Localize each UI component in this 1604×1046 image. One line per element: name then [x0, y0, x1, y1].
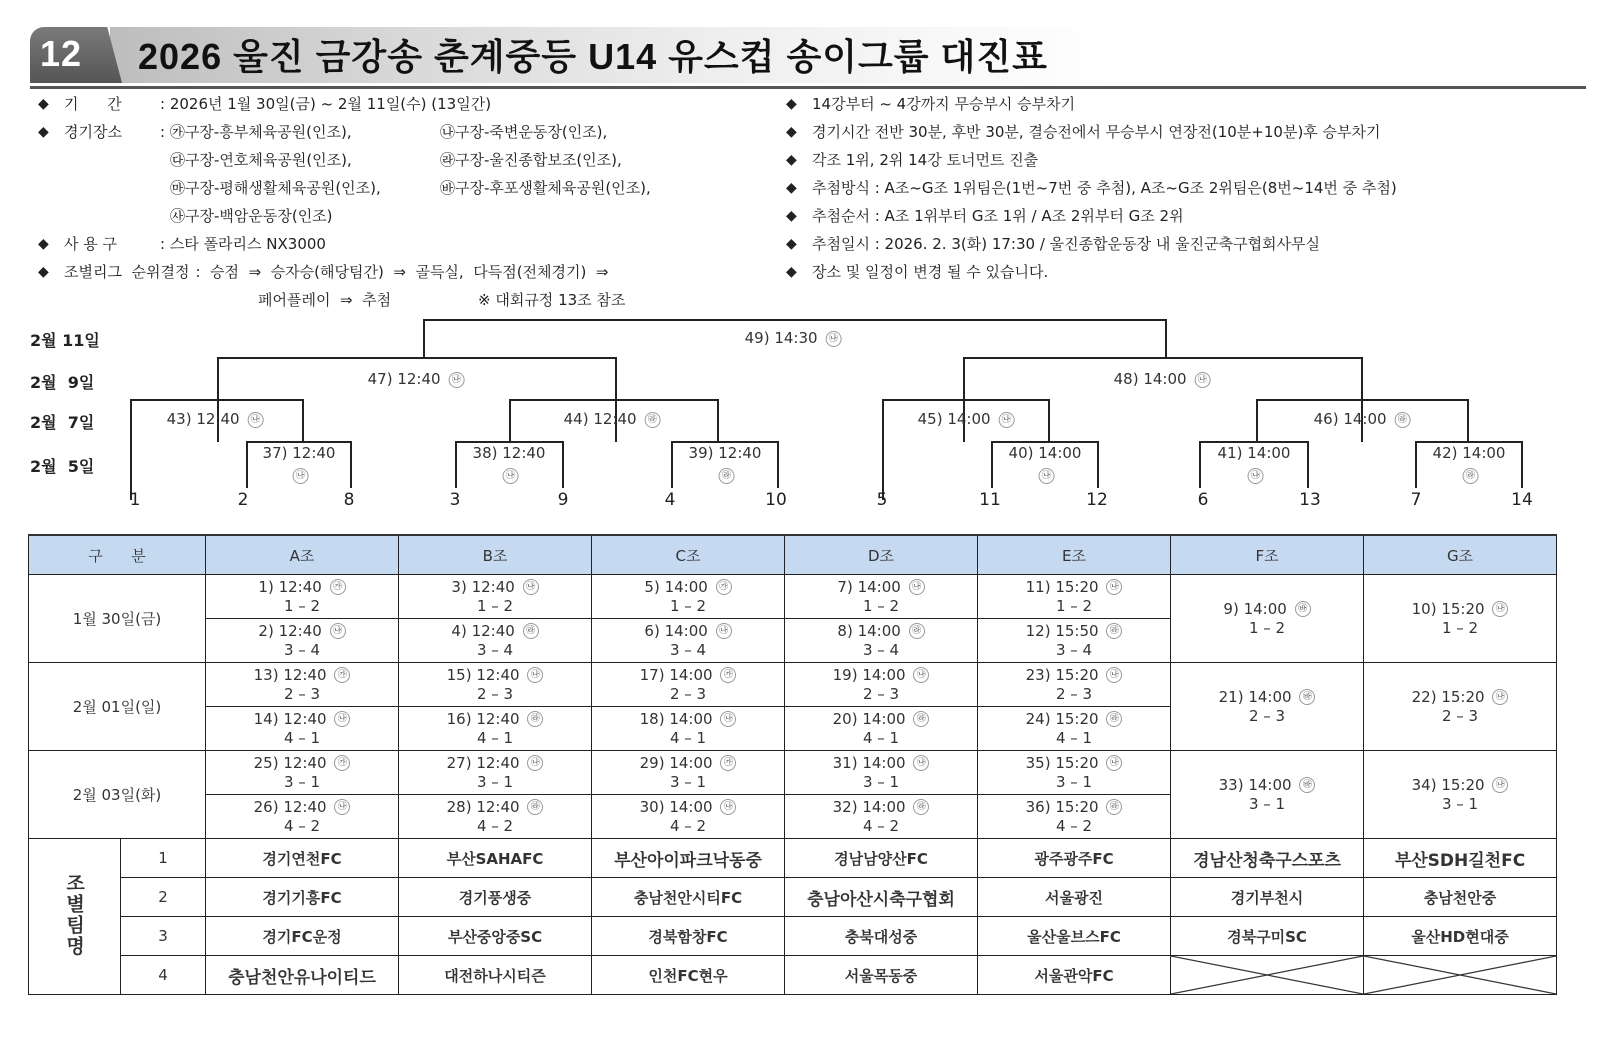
seed-slot: 4 [664, 490, 676, 510]
diamond-bullet-icon: ◆ [38, 264, 49, 280]
match-pairing: 4 – 2 [283, 816, 321, 835]
bracket-date-quarters: 2월 7일 [30, 413, 95, 432]
seed-slot: 7 [1410, 490, 1422, 510]
empty-slot [1364, 956, 1557, 995]
group-match-cell [399, 751, 592, 795]
venue-marker-icon: ㉯ [448, 372, 464, 388]
match-47: 47) 12:40 ㉯ [368, 370, 465, 388]
match-time: 12) 15:50 ㉱ [1026, 622, 1123, 640]
venue-3: ㉰구장-연호체육공원(인조), [170, 151, 352, 169]
diamond-bullet-icon: ◆ [786, 208, 797, 224]
match-49: 49) 14:30 ㉯ [745, 329, 842, 347]
venue-marker-icon: ㉯ [720, 711, 736, 727]
match-date: 1월 30일(금) [29, 575, 206, 663]
match-pairing: 3 – 1 [862, 772, 900, 791]
header-group-a: A조 [206, 535, 399, 575]
match-39: 39) 12:40 ㉱ [689, 442, 762, 486]
match-time: 31) 14:00 ㉯ [833, 754, 930, 772]
cross-out-icon [1364, 956, 1556, 994]
group-match-cell [206, 663, 399, 707]
diamond-bullet-icon: ◆ [38, 124, 49, 140]
match-time: 2) 12:40 ㉯ [258, 622, 345, 640]
ranking-note: ※ 대회규정 13조 참조 [478, 291, 626, 309]
match-pairing: 2 – 3 [1248, 706, 1286, 725]
title-divider [30, 86, 1586, 89]
venue-marker-icon: ㉳ [1299, 777, 1315, 793]
group-match-cell [785, 751, 978, 795]
match-46: 46) 14:00 ㉱ [1314, 410, 1411, 428]
match-time: 10) 15:20 ㉯ [1412, 600, 1509, 618]
venue-marker-icon: ㉱ [523, 623, 539, 639]
match-time: 14) 12:40 ㉯ [254, 710, 351, 728]
team-name: 충남천안중 [1364, 878, 1557, 917]
schedule-row [29, 575, 1557, 619]
group-match-cell [1171, 663, 1364, 751]
match-pairing: 4 – 2 [1055, 816, 1093, 835]
match-time: 20) 14:00 ㉱ [833, 710, 930, 728]
venue-marker-icon: ㉱ [1463, 468, 1479, 484]
match-time: 16) 12:40 ㉱ [447, 710, 544, 728]
title-banner [30, 27, 1590, 83]
team-rank: 1 [121, 839, 206, 878]
match-pairing: 4 – 2 [669, 816, 707, 835]
match-pairing: 4 – 1 [669, 728, 707, 747]
ranking-label: 조별리그 순위결정 [64, 263, 190, 281]
diamond-bullet-icon: ◆ [38, 96, 49, 112]
seed-slot: 13 [1299, 490, 1321, 510]
group-match-cell [592, 619, 785, 663]
match-pairing: 4 – 2 [862, 816, 900, 835]
team-name: 서울관악FC [978, 956, 1171, 995]
venue-marker-icon: ㉯ [503, 468, 519, 484]
team-name: 경기기흥FC [206, 878, 399, 917]
venue-marker-icon: ㉮ [716, 579, 732, 595]
venue-marker-icon: ㉮ [330, 579, 346, 595]
match-time: 26) 12:40 ㉯ [254, 798, 351, 816]
team-name: 인천FC현우 [592, 956, 785, 995]
team-row [29, 917, 1557, 956]
match-pairing: 2 – 3 [1441, 706, 1479, 725]
match-time: 5) 14:00 ㉮ [644, 578, 731, 596]
match-time: 29) 14:00 ㉮ [640, 754, 737, 772]
match-48: 48) 14:00 ㉯ [1114, 370, 1211, 388]
schedule-body [29, 575, 1557, 839]
page-title: 2026 울진 금강송 춘계중등 U14 유스컵 송이그룹 대진표 [138, 36, 1048, 77]
match-time: 22) 15:20 ㉯ [1412, 688, 1509, 706]
seed-slot: 2 [237, 490, 249, 510]
match-time: 21) 14:00 ㉳ [1219, 688, 1316, 706]
team-name: 서울광진 [978, 878, 1171, 917]
venue-marker-icon: ㉯ [825, 331, 841, 347]
match-time: 35) 15:20 ㉯ [1026, 754, 1123, 772]
group-match-cell [592, 663, 785, 707]
group-match-cell [1171, 751, 1364, 839]
match-pairing: 3 – 1 [669, 772, 707, 791]
seed-slot: 3 [449, 490, 461, 510]
match-pairing: 4 – 1 [283, 728, 321, 747]
venue-marker-icon: ㉯ [1492, 777, 1508, 793]
match-time: 18) 14:00 ㉯ [640, 710, 737, 728]
seed-slot: 9 [557, 490, 569, 510]
team-name: 부산SDH길천FC [1364, 839, 1557, 878]
team-rank: 4 [121, 956, 206, 995]
group-schedule-table [28, 534, 1557, 995]
seed-slot: 5 [876, 490, 888, 510]
group-match-cell [206, 751, 399, 795]
venue-marker-icon: ㉯ [1492, 601, 1508, 617]
group-match-cell [978, 663, 1171, 707]
bracket-date-semis: 2월 9일 [30, 373, 95, 392]
group-match-cell [1364, 575, 1557, 663]
team-name: 부산중앙중SC [399, 917, 592, 956]
match-time: 17) 14:00 ㉮ [640, 666, 737, 684]
match-pairing: 3 – 1 [1248, 794, 1286, 813]
match-time: 9) 14:00 ㉳ [1223, 600, 1310, 618]
team-name: 울산HD현대중 [1364, 917, 1557, 956]
header-group-b: B조 [399, 535, 592, 575]
diamond-bullet-icon: ◆ [786, 180, 797, 196]
match-time: 6) 14:00 ㉯ [644, 622, 731, 640]
venue-marker-icon: ㉯ [334, 711, 350, 727]
match-time: 13) 12:40 ㉮ [254, 666, 351, 684]
group-match-cell [206, 795, 399, 839]
group-match-cell [978, 575, 1171, 619]
diamond-bullet-icon: ◆ [786, 124, 797, 140]
schedule-row [29, 751, 1557, 795]
group-match-cell [399, 575, 592, 619]
venue-1: : ㉮구장-흥부체육공원(인조), [160, 123, 352, 141]
diamond-bullet-icon: ◆ [38, 236, 49, 252]
venue-marker-icon: ㉯ [1492, 689, 1508, 705]
venue-marker-icon: ㉮ [334, 667, 350, 683]
match-pairing: 3 – 1 [1441, 794, 1479, 813]
diamond-bullet-icon: ◆ [786, 96, 797, 112]
group-match-cell [785, 663, 978, 707]
team-name: 경기FC운정 [206, 917, 399, 956]
seed-slot: 10 [765, 490, 787, 510]
team-name: 경기풍생중 [399, 878, 592, 917]
rule-line-6: 추첨일시 : 2026. 2. 3(화) 17:30 / 울진종합운동장 내 울진군축구협회사무실 [812, 235, 1321, 253]
venue-4: ㉱구장-울진종합보조(인조), [440, 151, 622, 169]
seed-slot: 8 [343, 490, 355, 510]
match-pairing: 1 – 2 [476, 596, 514, 615]
venue-marker-icon: ㉯ [1106, 755, 1122, 771]
match-pairing: 3 – 1 [283, 772, 321, 791]
venue-marker-icon: ㉯ [913, 667, 929, 683]
group-match-cell [206, 619, 399, 663]
match-pairing: 4 – 2 [476, 816, 514, 835]
match-date: 2월 01일(일) [29, 663, 206, 751]
venue-marker-icon: ㉯ [1106, 579, 1122, 595]
team-name: 경북함창FC [592, 917, 785, 956]
match-pairing: 4 – 1 [476, 728, 514, 747]
match-pairing: 1 – 2 [1441, 618, 1479, 637]
team-name: 경남남양산FC [785, 839, 978, 878]
match-time: 32) 14:00 ㉱ [833, 798, 930, 816]
match-time: 33) 14:00 ㉳ [1219, 776, 1316, 794]
teams-section-label: 조별팀명 [29, 839, 121, 995]
venue-marker-icon: ㉯ [998, 412, 1014, 428]
team-name: 충남천안유나이티드 [206, 956, 399, 995]
seed-slot: 11 [979, 490, 1001, 510]
group-match-cell [1364, 663, 1557, 751]
diamond-bullet-icon: ◆ [786, 264, 797, 280]
venue-marker-icon: ㉯ [523, 579, 539, 595]
group-match-cell [978, 795, 1171, 839]
group-match-cell [592, 707, 785, 751]
group-match-cell [1171, 575, 1364, 663]
venue-marker-icon: ㉯ [716, 623, 732, 639]
ranking-value-2: 페어플레이 ⇒ 추첨 [258, 291, 392, 309]
team-name: 광주광주FC [978, 839, 1171, 878]
venue-marker-icon: ㉮ [720, 667, 736, 683]
header-category: 구 분 [29, 535, 206, 575]
team-name: 경기부천시 [1171, 878, 1364, 917]
match-37: 37) 12:40 ㉯ [263, 442, 336, 486]
match-pairing: 2 – 3 [283, 684, 321, 703]
team-name: 서울목동중 [785, 956, 978, 995]
match-pairing: 4 – 1 [862, 728, 900, 747]
page-number: 12 [40, 33, 83, 74]
venue-marker-icon: ㉳ [1295, 601, 1311, 617]
venue-marker-icon: ㉱ [527, 711, 543, 727]
venue-6: ㉳구장-후포생활체육공원(인조), [440, 179, 651, 197]
venue-marker-icon: ㉯ [293, 468, 309, 484]
venue-marker-icon: ㉯ [1248, 468, 1264, 484]
match-pairing: 1 – 2 [283, 596, 321, 615]
venue-marker-icon: ㉱ [909, 623, 925, 639]
group-match-cell [1364, 751, 1557, 839]
group-match-cell [592, 575, 785, 619]
match-time: 28) 12:40 ㉱ [447, 798, 544, 816]
match-pairing: 2 – 3 [862, 684, 900, 703]
match-40: 40) 14:00 ㉯ [1009, 442, 1082, 486]
match-pairing: 2 – 3 [476, 684, 514, 703]
venue-marker-icon: ㉯ [909, 579, 925, 595]
match-pairing: 3 – 4 [669, 640, 707, 659]
match-time: 8) 14:00 ㉱ [837, 622, 924, 640]
match-pairing: 2 – 3 [669, 684, 707, 703]
venue-7: ㉴구장-백암운동장(인조) [170, 207, 333, 225]
venue-marker-icon: ㉱ [1106, 711, 1122, 727]
rule-line-4: 추첨방식 : A조~G조 1위팀은(1번~7번 중 추첨), A조~G조 2위팀은(8번~14번 중 추첨) [812, 179, 1397, 197]
diamond-bullet-icon: ◆ [786, 236, 797, 252]
match-time: 15) 12:40 ㉯ [447, 666, 544, 684]
match-time: 3) 12:40 ㉯ [451, 578, 538, 596]
group-match-cell [785, 707, 978, 751]
header-group-g: G조 [1364, 535, 1557, 575]
match-pairing: 1 – 2 [1248, 618, 1286, 637]
team-rank: 2 [121, 878, 206, 917]
venue-marker-icon: ㉱ [1106, 623, 1122, 639]
header-group-e: E조 [978, 535, 1171, 575]
match-pairing: 1 – 2 [669, 596, 707, 615]
match-time: 24) 15:20 ㉱ [1026, 710, 1123, 728]
seed-slot: 1 [129, 490, 141, 510]
venue-marker-icon: ㉯ [913, 755, 929, 771]
team-name: 경북구미SC [1171, 917, 1364, 956]
group-match-cell [785, 619, 978, 663]
match-pairing: 3 – 4 [476, 640, 514, 659]
venue-marker-icon: ㉯ [334, 799, 350, 815]
match-date: 2월 03일(화) [29, 751, 206, 839]
team-name: 경남산청축구스포츠 [1171, 839, 1364, 878]
match-pairing: 3 – 1 [476, 772, 514, 791]
match-pairing: 1 – 2 [1055, 596, 1093, 615]
match-pairing: 3 – 4 [283, 640, 321, 659]
match-41: 41) 14:00 ㉯ [1218, 442, 1291, 486]
period-value: : 2026년 1월 30일(금) ~ 2월 11일(수) (13일간) [160, 95, 492, 113]
venue-marker-icon: ㉱ [1106, 799, 1122, 815]
match-pairing: 3 – 1 [1055, 772, 1093, 791]
venue-marker-icon: ㉱ [913, 799, 929, 815]
match-pairing: 3 – 4 [862, 640, 900, 659]
team-name: 대전하나시티즌 [399, 956, 592, 995]
match-time: 23) 15:20 ㉯ [1026, 666, 1123, 684]
header-group-f: F조 [1171, 535, 1364, 575]
venue-2: ㉯구장-죽변운동장(인조), [440, 123, 608, 141]
team-row [29, 956, 1557, 995]
team-row [29, 839, 1557, 878]
info-right [786, 90, 1397, 286]
venue-marker-icon: ㉱ [719, 468, 735, 484]
match-42: 42) 14:00 ㉱ [1433, 442, 1506, 486]
match-45: 45) 14:00 ㉯ [918, 410, 1015, 428]
match-time: 34) 15:20 ㉯ [1412, 776, 1509, 794]
seed-slot: 12 [1086, 490, 1108, 510]
seed-slot: 14 [1511, 490, 1533, 510]
venue-marker-icon: ㉮ [334, 755, 350, 771]
bracket-date-round14: 2월 5일 [30, 457, 95, 476]
tournament-bracket [0, 310, 1604, 525]
venue-label: 경기장소 [64, 123, 122, 141]
table-header-row [29, 535, 1557, 575]
group-match-cell [785, 795, 978, 839]
venue-marker-icon: ㉯ [330, 623, 346, 639]
match-43: 43) 12:40 ㉯ [167, 410, 264, 428]
venue-marker-icon: ㉯ [1106, 667, 1122, 683]
group-match-cell [785, 575, 978, 619]
ball-value: : 스타 폴라리스 NX3000 [160, 235, 326, 253]
match-time: 25) 12:40 ㉮ [254, 754, 351, 772]
team-name: 부산SAHAFC [399, 839, 592, 878]
team-name: 경기연천FC [206, 839, 399, 878]
info-left [38, 90, 651, 314]
header-group-c: C조 [592, 535, 785, 575]
match-pairing: 1 – 2 [862, 596, 900, 615]
rule-line-1: 14강부터 ~ 4강까지 무승부시 승부차기 [812, 95, 1076, 113]
group-match-cell [399, 707, 592, 751]
group-match-cell [978, 619, 1171, 663]
team-rank: 3 [121, 917, 206, 956]
match-time: 7) 14:00 ㉯ [837, 578, 924, 596]
team-name: 충남아산시축구협회 [785, 878, 978, 917]
group-match-cell [206, 575, 399, 619]
team-name: 충남천안시티FC [592, 878, 785, 917]
cross-out-icon [1171, 956, 1363, 994]
venue-marker-icon: ㉯ [720, 799, 736, 815]
venue-marker-icon: ㉯ [247, 412, 263, 428]
match-time: 4) 12:40 ㉱ [451, 622, 538, 640]
group-match-cell [399, 663, 592, 707]
match-pairing: 2 – 3 [1055, 684, 1093, 703]
venue-marker-icon: ㉯ [1039, 468, 1055, 484]
venue-marker-icon: ㉯ [1194, 372, 1210, 388]
venue-marker-icon: ㉱ [913, 711, 929, 727]
match-time: 1) 12:40 ㉮ [258, 578, 345, 596]
team-name: 충북대성중 [785, 917, 978, 956]
venue-marker-icon: ㉱ [527, 799, 543, 815]
venue-marker-icon: ㉳ [1299, 689, 1315, 705]
rule-line-7: 장소 및 일정이 변경 될 수 있습니다. [812, 263, 1049, 281]
match-pairing: 3 – 4 [1055, 640, 1093, 659]
group-match-cell [399, 795, 592, 839]
match-44: 44) 12:40 ㉱ [564, 410, 661, 428]
venue-marker-icon: ㉱ [1394, 412, 1410, 428]
rule-line-3: 각조 1위, 2위 14강 토너먼트 진출 [812, 151, 1039, 169]
venue-marker-icon: ㉯ [527, 667, 543, 683]
match-38: 38) 12:40 ㉯ [473, 442, 546, 486]
diamond-bullet-icon: ◆ [786, 152, 797, 168]
team-name: 부산아이파크낙동중 [592, 839, 785, 878]
match-time: 30) 14:00 ㉯ [640, 798, 737, 816]
match-time: 11) 15:20 ㉯ [1026, 578, 1123, 596]
period-label: 기 간 [64, 95, 122, 113]
ball-label: 사 용 구 [64, 235, 118, 253]
venue-5: ㉲구장-평해생활체육공원(인조), [170, 179, 381, 197]
group-match-cell [978, 751, 1171, 795]
venue-marker-icon: ㉯ [527, 755, 543, 771]
empty-slot [1171, 956, 1364, 995]
venue-marker-icon: ㉱ [644, 412, 660, 428]
team-name: 울산울브스FC [978, 917, 1171, 956]
match-time: 36) 15:20 ㉱ [1026, 798, 1123, 816]
group-match-cell [978, 707, 1171, 751]
venue-marker-icon: ㉮ [720, 755, 736, 771]
group-match-cell [592, 751, 785, 795]
team-body [29, 839, 1557, 995]
group-match-cell [206, 707, 399, 751]
match-time: 19) 14:00 ㉯ [833, 666, 930, 684]
group-match-cell [592, 795, 785, 839]
header-group-d: D조 [785, 535, 978, 575]
seed-slot: 6 [1197, 490, 1209, 510]
match-time: 27) 12:40 ㉯ [447, 754, 544, 772]
schedule-row [29, 663, 1557, 707]
ranking-value: : 승점 ⇒ 승자승(해당팀간) ⇒ 골득실, 다득점(전체경기) ⇒ [195, 263, 609, 281]
rule-line-2: 경기시간 전반 30분, 후반 30분, 결승전에서 무승부시 연장전(10분+10분)후 승부차기 [812, 123, 1381, 141]
rule-line-5: 추첨순서 : A조 1위부터 G조 1위 / A조 2위부터 G조 2위 [812, 207, 1184, 225]
group-match-cell [399, 619, 592, 663]
match-pairing: 4 – 1 [1055, 728, 1093, 747]
team-row [29, 878, 1557, 917]
bracket-date-final: 2월 11일 [30, 331, 100, 350]
